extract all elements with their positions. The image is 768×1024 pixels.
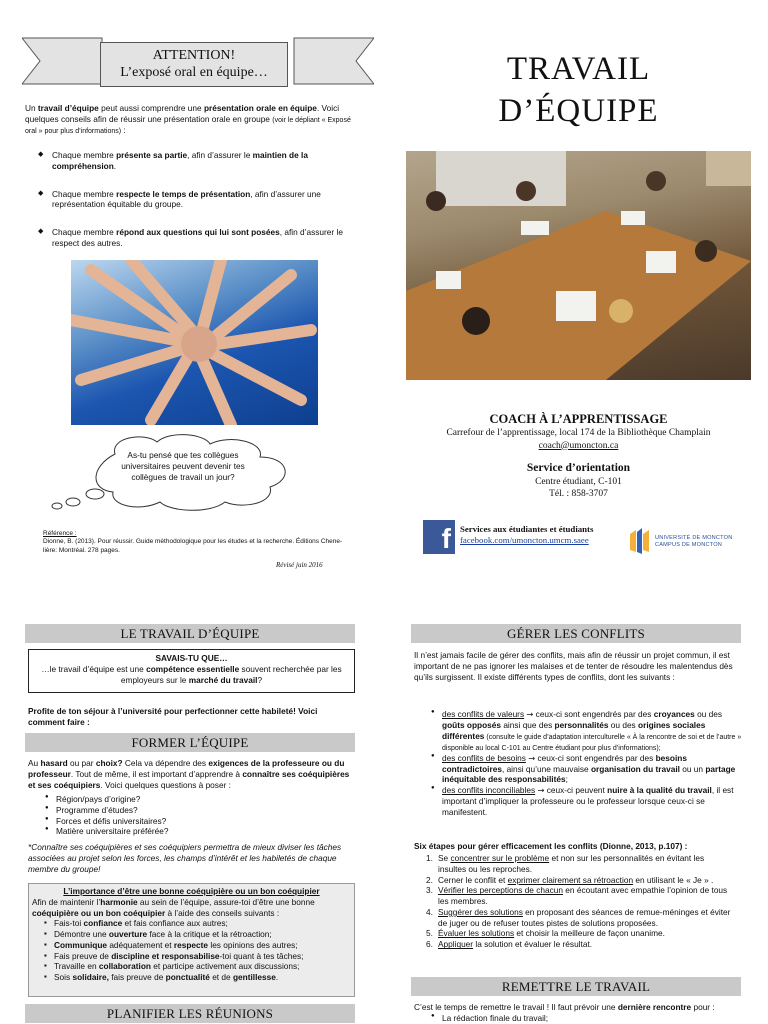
list-item: ● Forces et défis universitaires? xyxy=(42,816,342,827)
university-name xyxy=(655,535,732,550)
list-item: ◆ Chaque membre respecte le temps de présentation, afin d’assurer une représentation équitable du groupe. xyxy=(38,188,321,210)
remettre-list xyxy=(428,1013,728,1024)
title-line-1: TRAVAIL xyxy=(506,51,651,87)
list-item: 2. Cerner le conflit et exprimer clairement sa rétroaction en utilisant le « Je » . xyxy=(426,874,714,885)
list-item: ▪ Démontre une ouverture face à la critique et la rétroaction; xyxy=(32,929,351,940)
list-item: ● Région/pays d’origine? xyxy=(42,794,342,805)
coach-address: Carrefour de l’apprentissage, local 174 de la Bibliothèque Champlain xyxy=(446,428,711,439)
list-item: ● des conflits inconciliables → ceux-ci peuvent nuire à la qualité du travail, il est important d’impliquer la professeure ou le professeur lorsque ceux-ci se manifestent. xyxy=(428,785,742,817)
attention-subtitle: L’exposé oral en équipe… xyxy=(120,64,268,80)
section-planifier-reunions: PLANIFIER LES RÉUNIONS xyxy=(25,1004,355,1023)
orientation-place: Centre étudiant, C-101 xyxy=(535,476,622,487)
facebook-icon[interactable]: f xyxy=(423,520,455,554)
list-item: ▪ Sois solidaire, fais preuve de ponctualité et de gentillesse. xyxy=(32,972,351,983)
revised-date: Révisé juin 2016 xyxy=(276,561,323,569)
orientation-heading: Service d’orientation xyxy=(526,461,631,474)
steps-list xyxy=(414,853,734,950)
coach-email-link[interactable]: coach@umoncton.ca xyxy=(538,440,619,451)
steps-title: Six étapes pour gérer efficacement les conflits (Dionne, 2013, p.107) : xyxy=(414,841,688,851)
list-item: 4. Suggérer des solutions en proposant des séances de remue-méninges et éviter de juger ou de refuser toutes pistes de solutions proposées. xyxy=(426,906,731,928)
coequipier-box xyxy=(28,883,355,997)
profite-text: Profite de ton séjour à l’université pour perfectionner cette habileté! Voici comment faire : xyxy=(28,706,318,727)
list-item: ◆ Chaque membre répond aux questions qui lui sont posées, afin d’assurer le respect des autres. xyxy=(38,227,343,248)
conflict-types-list xyxy=(428,709,742,817)
reference xyxy=(43,530,343,555)
section-gerer-conflits: GÉRER LES CONFLITS xyxy=(411,624,741,643)
questions-list xyxy=(42,794,342,837)
savais-title: SAVAIS-TU QUE… xyxy=(155,653,228,663)
list-item: ● La rédaction finale du travail; xyxy=(428,1013,728,1024)
list-item: ● des conflits de besoins → ceux-ci sont engendrés par des besoins contradictoires, ainsi qu’une mauvaise organisation du travail ou un partage inéquitable des responsabilités; xyxy=(428,753,742,785)
list-item: ● des conflits de valeurs → ceux-ci sont engendrés par des croyances ou des goûts opposés ainsi que des personnalités ou des origines sociales différentes (consulte le guide d’adaptation interculturelle « À la rencontre de soi et de l’autre » disponible au local C-101 au Centre étudiant pour plus d’informations); xyxy=(428,709,742,753)
list-item: ▪ Travaille en collaboration et participe activement aux discussions; xyxy=(32,961,351,972)
facebook-label: Services aux étudiantes et étudiants xyxy=(460,524,594,534)
coequipier-title: L’importance d’être une bonne coéquipière ou un bon coéquipier xyxy=(63,886,320,896)
coequipier-intro: Afin de maintenir l’harmonie au sein de l’équipe, assure-toi d’être une bonne coéquipière ou un bon coéquipier à l’aide des conseils suivants : xyxy=(32,896,315,918)
former-paragraph: Au hasard ou par choix? Cela va dépendre des exigences de la professeure ou du professeur. Tout de même, il est important d’apprendre à connaître ses coéquipières et ses coéquipiers. Voici quelques questions à poser : xyxy=(28,758,350,790)
meeting-photo xyxy=(406,151,751,380)
list-item: ▪ Communique adéquatement et respecte les opinions des autres; xyxy=(32,940,351,951)
italic-note: *Connaître ses coéquipières et ses coéquipiers permettra de mieux diviser les tâches associées au projet selon les forces, les champs d’intérêt et les habiletés de chaque membre du groupe! xyxy=(28,842,342,874)
section-travail-equipe: LE TRAVAIL D’ÉQUIPE xyxy=(25,624,355,643)
facebook-block xyxy=(460,524,593,546)
conflits-intro: Il n’est jamais facile de gérer des conflits, mais afin de réussir un projet commun, il est important de ne pas ignorer les malaises et de tenter de résoudre les malentendus dès qu’ils surgissent. Il existe différents types de conflits, dont les suivants : xyxy=(414,650,733,682)
page-title xyxy=(406,48,751,132)
university-line-1: UNIVERSITÉ DE MONCTON xyxy=(655,535,733,541)
list-item: 3. Vérifier les perceptions de chacun en écoutant avec empathie l’opinion de tous les membres. xyxy=(426,885,728,907)
list-item: 6. Appliquer la solution et évaluer le résultat. xyxy=(426,939,593,950)
orientation-phone: Tél. : 858-3707 xyxy=(549,489,608,500)
reference-text: Dionne, B. (2013). Pour réussir. Guide méthodologique pour les études et la recherche. Éditions Chene-lière: Montréal. 278 pages. xyxy=(43,538,343,554)
list-item: 5. Évaluer les solutions et choisir la meilleure de façon unanime. xyxy=(426,928,665,939)
list-item: ● Programme d’études? xyxy=(42,805,342,816)
list-item: ▪ Fais-toi confiance et fais confiance aux autres; xyxy=(32,918,351,929)
tips-list xyxy=(32,918,351,983)
team-hands-photo xyxy=(71,260,318,425)
title-line-2: D’ÉQUIPE xyxy=(498,93,659,130)
section-remettre-travail: REMETTRE LE TRAVAIL xyxy=(411,977,741,996)
coach-heading: COACH À L’APPRENTISSAGE xyxy=(489,412,668,426)
list-item: ◆ Chaque membre présente sa partie, afin d’assurer le maintien de la compréhension. xyxy=(38,150,308,171)
contact-block xyxy=(406,411,751,501)
list-item: ● Matière universitaire préférée? xyxy=(42,826,342,837)
section-former-equipe: FORMER L’ÉQUIPE xyxy=(25,733,355,752)
list-item: 1. Se concentrer sur le problème et non sur les personnalités en évitant les insultes ou les reproches. xyxy=(426,853,705,874)
list-item: ▪ Fais preuve de discipline et responsabilise-toi quant à tes tâches; xyxy=(32,951,351,962)
intro-paragraph: Un travail d’équipe peut aussi comprendre une présentation orale en équipe. Voici quelques conseils afin de réussir une présentation orale en groupe (voir le dépliant « Exposé oral » pour plus d’informations) : xyxy=(25,103,351,135)
savais-text: …le travail d’équipe est une compétence essentielle souvent recherchée par les employeurs sur le marché du travail? xyxy=(41,663,342,685)
thought-cloud-text: As-tu pensé que tes collègues universitaires peuvent devenir tes collègues de travail un jour? xyxy=(121,450,245,483)
facebook-link[interactable]: facebook.com/umoncton.umcm.saee xyxy=(460,534,589,545)
university-line-2: CAMPUS DE MONCTON xyxy=(655,542,723,549)
reference-label: Référence : xyxy=(43,530,77,537)
university-logo-icon xyxy=(628,528,650,554)
remettre-text: C’est le temps de remettre le travail ! Il faut prévoir une dernière rencontre pour : xyxy=(414,1002,715,1012)
savais-tu-box xyxy=(28,649,355,693)
attention-title: ATTENTION! xyxy=(152,48,236,63)
attention-box xyxy=(100,42,288,87)
oral-tips-list xyxy=(28,150,358,249)
